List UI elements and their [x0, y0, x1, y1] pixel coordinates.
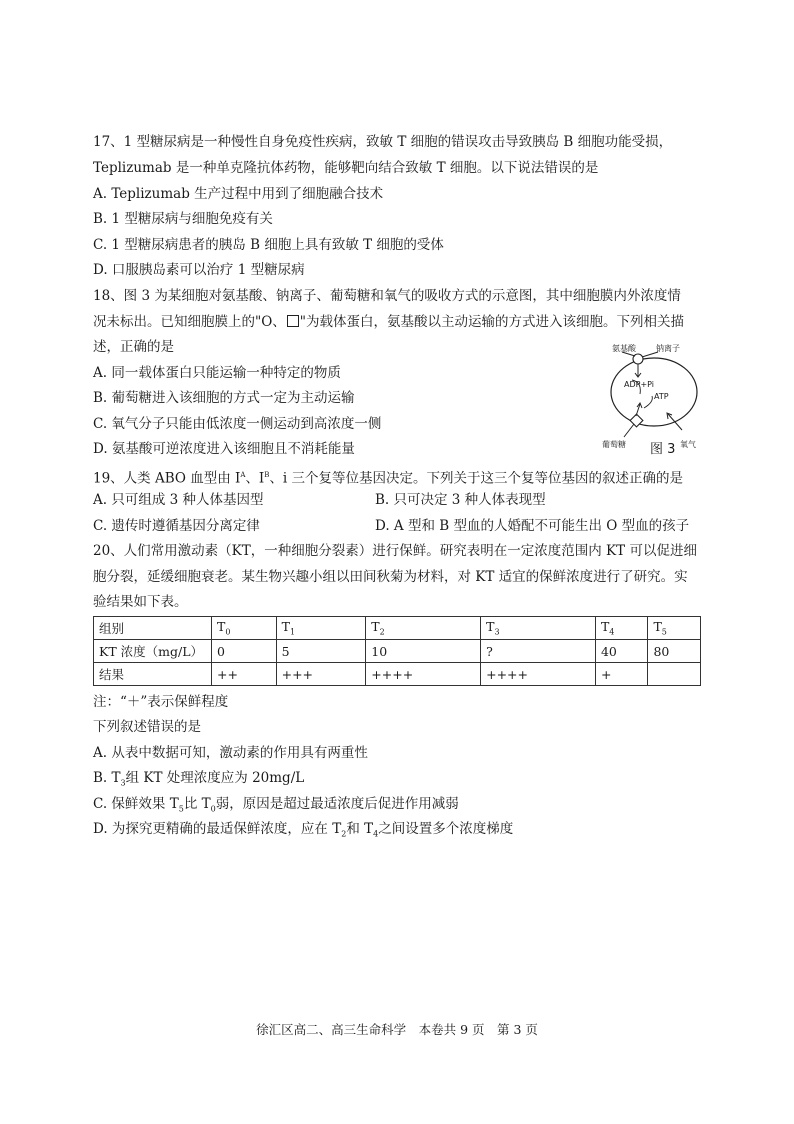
q17-stem-line2: Teplizumab 是一种单克隆抗体药物，能够靶向结合致敏 T 细胞。以下说法错误的是: [93, 160, 599, 176]
table-cell-concentration: 5: [276, 640, 366, 663]
table-cell-concentration: ?: [481, 640, 596, 663]
q19-stem-b: 、I: [245, 470, 265, 487]
table-cell-concentration: 10: [366, 640, 481, 663]
q19-stem-c: 、i 三个复等位基因决定。下列关于这三个复等位基因的叙述正确的是: [269, 470, 684, 487]
q17-option-c: C. 1 型糖尿病患者的胰岛 B 细胞上具有致敏 T 细胞的受体: [93, 237, 444, 253]
label-amino-acid: 氨基酸: [612, 344, 636, 353]
q20-lead: 下列叙述错误的是: [93, 719, 201, 735]
table-row-concentration: [94, 640, 701, 663]
figure-3-caption: 图 3: [650, 442, 676, 457]
table-cell-concentration: 40: [595, 640, 648, 663]
q18-stem-line3: 述，正确的是: [93, 339, 174, 355]
label-adp: ADP+Pi: [624, 380, 655, 389]
q19-sup-b: B: [264, 471, 270, 479]
row-label-concentration: KT 浓度（mg/L）: [94, 640, 212, 663]
q19-option-d: D. A 型和 B 型血的人婚配不可能生出 O 型血的孩子: [375, 518, 690, 534]
q18-option-d: D. 氨基酸可逆浓度进入该细胞且不消耗能量: [93, 441, 355, 457]
q17-stem-line1: 17、1 型糖尿病是一种慢性自身免疫性疾病，致敏 T 细胞的错误攻击导致胰岛 B 细胞功能受损，: [93, 134, 673, 150]
q20-option-c: C. 保鲜效果 $T_5$比 $T_0$弱，原因是超过最适浓度后促进作用减弱: [93, 796, 459, 814]
q20-stem-line3: 验结果如下表。: [93, 594, 188, 610]
table-cell-group: $T_1$: [276, 617, 366, 640]
q19-option-c: C. 遗传时遵循基因分离定律: [93, 518, 260, 534]
table-cell-group: $T_0$: [212, 617, 277, 640]
table-cell-result: [648, 663, 701, 686]
q20-stem-line2: 胞分裂，延缓细胞衰老。某生物兴趣小组以田间秋菊为材料，对 KT 适宜的保鲜浓度进行了研究。实: [93, 569, 688, 585]
q18-stem-line1: 18、图 3 为某细胞对氨基酸、钠离子、葡萄糖和氧气的吸收方式的示意图，其中细胞膜内外浓度情: [93, 288, 681, 304]
kt-results-table: [93, 616, 701, 686]
q20-option-a: A. 从表中数据可知，激动素的作用具有两重性: [93, 745, 368, 761]
table-cell-result: +: [595, 663, 648, 686]
q20-note: 注：“＋”表示保鲜程度: [93, 694, 229, 710]
q18-option-c: C. 氧气分子只能由低浓度一侧运动到高浓度一侧: [93, 416, 382, 432]
q18-option-b: B. 葡萄糖进入该细胞的方式一定为主动运输: [93, 390, 355, 406]
table-cell-result: ++++: [366, 663, 481, 686]
q18-option-a: A. 同一载体蛋白只能运输一种特定的物质: [93, 365, 341, 381]
table-row-groups: [94, 617, 701, 640]
table-cell-group: $T_4$: [595, 617, 648, 640]
table-cell-result: ++: [212, 663, 277, 686]
row-label-results: 结果: [94, 663, 212, 686]
q17-option-d: D. 口服胰岛素可以治疗 1 型糖尿病: [93, 262, 305, 278]
label-atp: ATP: [654, 392, 669, 401]
q19-option-a: A. 只可组成 3 种人体基因型: [93, 492, 264, 508]
q19-option-b: B. 只可决定 3 种人体表现型: [375, 492, 546, 508]
label-oxygen: 氧气: [680, 440, 696, 449]
q18-stem-line2: [93, 313, 684, 331]
table-cell-group: $T_2$: [366, 617, 481, 640]
q20-option-b: B. $T_3$组 KT 处理浓度应为 20mg/L: [93, 770, 305, 788]
table-cell-group: $T_3$: [481, 617, 596, 640]
q19-options-row1: [93, 491, 713, 509]
carrier-square-icon: [287, 315, 299, 327]
q19-stem: [93, 466, 683, 488]
table-cell-result: ++++: [481, 663, 596, 686]
label-sodium: 钠离子: [656, 344, 680, 353]
row-label-group: 组别: [94, 617, 212, 640]
table-cell-concentration: 80: [648, 640, 701, 663]
q18-stem-line2-a: 况未标出。已知细胞膜上的"O、: [93, 314, 286, 330]
q19-sup-a: A: [240, 471, 246, 479]
q17-option-b: B. 1 型糖尿病与细胞免疫有关: [93, 211, 273, 227]
table-cell-concentration: 0: [212, 640, 277, 663]
q18-stem-line2-b: "为载体蛋白，氨基酸以主动运输的方式进入该细胞。下列相关描: [299, 314, 684, 330]
q20-option-d: D. 为探究更精确的最适保鲜浓度，应在 $T_2$和 $T_4$之间设置多个浓度梯度: [93, 821, 514, 839]
q20-stem-line1: 20、人们常用激动素（KT，一种细胞分裂素）进行保鲜。研究表明在一定浓度范围内 KT 可以促进细: [93, 543, 697, 559]
q17-option-a: A. Teplizumab 生产过程中用到了细胞融合技术: [93, 186, 384, 202]
q19-stem-a: 19、人类 ABO 血型由 I: [93, 470, 241, 487]
page-footer: 徐汇区高二、高三生命科学 本卷共 9 页 第 3 页: [256, 1022, 538, 1037]
table-row-results: [94, 663, 701, 686]
table-cell-result: +++: [276, 663, 366, 686]
table-cell-group: $T_5$: [648, 617, 701, 640]
q19-options-row2: [93, 517, 713, 535]
label-glucose: 葡萄糖: [602, 440, 626, 449]
